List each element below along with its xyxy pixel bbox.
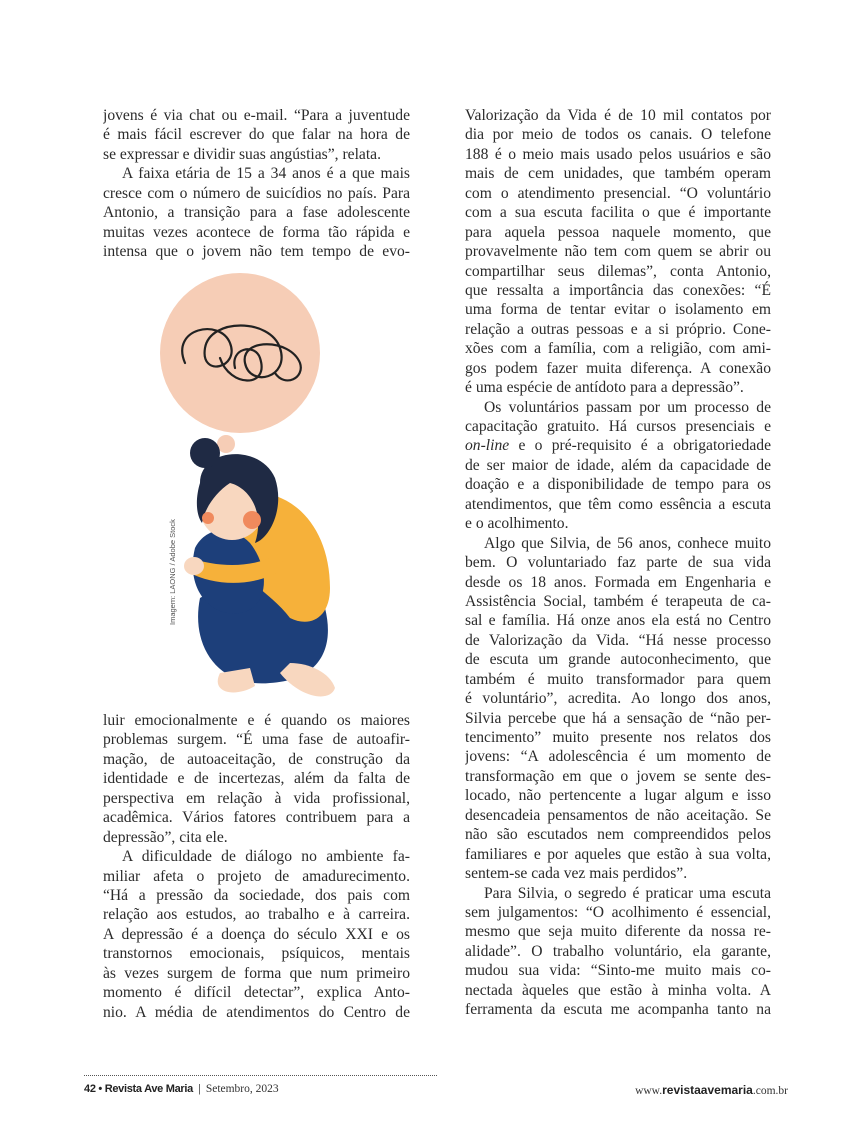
footer-divider [84, 1075, 437, 1076]
text-line: relação a outras pessoas e a si próprio. Cone- [465, 320, 771, 338]
text-line: momento é difícil detectar”, explica Anto- [103, 984, 410, 1002]
text-line: nio. A média de atendimentos do Centro de [103, 1003, 410, 1021]
foot [280, 663, 335, 696]
text-line: mudou sua vida: “Sinto-me muito mais co- [465, 962, 771, 980]
text-line: jovens: “A adolescência é um momento de [465, 748, 771, 766]
text-line: é uma espécie de antídoto para a depressão”. [465, 379, 744, 397]
thought-bubble [160, 273, 320, 433]
text-line [465, 436, 771, 455]
text-segment: e o pré-requisito é a obrigatoriedade [509, 437, 771, 455]
italic-term: on-line [465, 437, 510, 455]
text-line: com a sua escuta facilita o que é importante [465, 204, 771, 222]
text-line: xões com a família, com a religião, com ami- [465, 340, 771, 358]
text-line: atendimentos, que têm como essência a escuta [465, 495, 771, 513]
url-suffix: .com.br [752, 1085, 788, 1097]
text-line: sentem-se cada vez mais perdidos”. [465, 865, 688, 883]
right-column [465, 106, 771, 1020]
url-brand: revistaavemaria [662, 1083, 753, 1097]
text-line: de ser maior de idade, além da capacidade de [465, 456, 771, 474]
text-line: Valorização da Vida é de 10 mil contatos por [465, 107, 771, 124]
cheek [243, 511, 261, 529]
text-line: também é muito transformador para quem [465, 670, 771, 688]
text-line: acadêmica. Vários fatores contribuem para a [103, 809, 410, 827]
text-line: Os voluntários passam por um processo de [484, 398, 771, 416]
text-line: miliar afeta o projeto de amadurecimento. [103, 867, 410, 885]
text-line: Assistência Social, também é terapeuta de ca- [465, 592, 771, 610]
text-line: 188 é o meio mais usado pelos usuários e são [465, 145, 771, 163]
text-line: para aquela pessoa naquele momento, que [465, 223, 771, 241]
text-line: depressão”, cita ele. [103, 828, 228, 846]
text-line: com o atendimento presencial. “O voluntário [465, 184, 771, 202]
text-line: mação, de autoaceitação, de construção da [103, 750, 410, 768]
text-line: alidade”. O trabalho voluntário, ela garante, [465, 942, 771, 960]
text-line: de Valorização da Vida. “Há nesse processo [465, 631, 771, 649]
text-line: uma forma de tentar evitar o isolamento em [465, 301, 771, 319]
text-line: gos podem fazer muita diferença. A conexão [465, 359, 771, 377]
text-line: tencimento” muito presente nos relatos dos [465, 729, 771, 746]
text-line: A depressão é a doença do século XXI e os [103, 925, 410, 943]
text-line: transformação em que o jovem se sente des- [465, 767, 771, 785]
text-line: doação e a disponibilidade de tempo para os [465, 476, 771, 494]
text-line: A dificuldade de diálogo no ambiente fa- [122, 848, 410, 866]
text-line: identidade e de incertezas, além da falta de [103, 770, 410, 788]
text-line: ferramenta da escuta me acompanha tanto na [465, 1001, 771, 1019]
text-line: é voluntário”, acredita. Ao longo dos anos, [465, 690, 771, 708]
text-line: de escuta um grande autoconhecimento, que [465, 651, 771, 669]
text-line: é mais fácil escrever do que falar na hora de [103, 126, 410, 144]
text-line: “Há a pressão da sociedade, dos pais com [103, 886, 410, 904]
text-line: provavelmente não tem com quem se abrir ou [465, 243, 771, 261]
issue-date: Setembro, 2023 [205, 1083, 279, 1095]
text-line: às vezes surgem de forma que num primeiro [103, 964, 410, 982]
text-line: muitas vezes acontece de forma tão rápida e [103, 223, 410, 241]
foot-left [218, 668, 255, 692]
text-line: jovens é via chat ou e-mail. “Para a juventude [103, 107, 410, 124]
text-line: Silvia percebe que há a sensação de “não per- [465, 709, 771, 727]
text-line: desde os 18 anos. Formada em Engenharia e [465, 573, 771, 591]
illustration-sad-girl [160, 268, 350, 708]
text-line: sem julgamentos: “O acolhimento é essencial, [465, 903, 771, 921]
text-line: intensa que o jovem não tem tempo de evo- [103, 243, 410, 261]
text-line: perspectiva em relação à vida profissional, [103, 789, 410, 807]
text-line: mais de cem unidades, que também operam [465, 165, 771, 183]
text-line: dia por meio de todos os canais. O telefone [465, 126, 771, 144]
footer-separator: | [197, 1083, 201, 1095]
text-line: capacitação gratuito. Há cursos presenciais e [465, 418, 771, 435]
text-line: Para Silvia, o segredo é praticar uma escuta [484, 884, 771, 902]
text-line: bem. O voluntariado faz parte de sua vida [465, 554, 771, 572]
text-line: e o acolhimento. [465, 515, 569, 533]
text-line: relação aos estudos, ao trabalho e à carreira. [103, 906, 410, 924]
footer-publication [84, 1083, 279, 1095]
text-line: cresce com o número de suicídios no país. Para [103, 184, 410, 202]
text-line: não são escutados nem compreendidos pelos [465, 826, 771, 844]
text-line: familiares e por aqueles que estão à sua volta, [465, 845, 771, 863]
text-line: nectada àqueles que estão à minha volta. A [465, 981, 771, 999]
left-column-top [103, 106, 410, 262]
text-line: A faixa etária de 15 a 34 anos é a que mais [122, 165, 410, 183]
text-line: desencadeia pensamentos de não aceitação. Se [465, 806, 771, 824]
hand [184, 557, 204, 575]
hair-bun [190, 438, 220, 468]
website-url[interactable] [635, 1083, 788, 1097]
text-line: luir emocionalmente e é quando os maiores [103, 712, 410, 729]
text-line: transtornos emocionais, psíquicos, mentais [103, 945, 410, 963]
text-line: Antonio, a transição para a fase adolescente [103, 204, 410, 222]
text-line: que ressalta a importância das conexões: “É [465, 281, 771, 299]
text-line: compartilhar seus dilemas”, conta Antonio, [465, 262, 771, 280]
url-prefix: www. [635, 1085, 663, 1097]
text-line: locado, não pertencente a lugar algum e isso [465, 787, 771, 805]
page-number-publication: 42 • Revista Ave Maria [84, 1083, 193, 1095]
left-column-bottom [103, 711, 410, 1022]
text-line: Algo que Silvia, de 56 anos, conhece muito [484, 534, 771, 552]
image-credit: Imagem: LAONG / Adobe Stock [168, 519, 177, 625]
text-line: sal e família. Há onze anos ela está no Centro [465, 612, 771, 630]
text-line: mesmo que seja muito diferente da nossa re- [465, 923, 771, 941]
text-line: problemas surgem. “É uma fase de autoafir- [103, 731, 410, 749]
text-line: se expressar e dividir suas angústias”, relata. [103, 145, 381, 163]
cheek-left [202, 512, 214, 524]
